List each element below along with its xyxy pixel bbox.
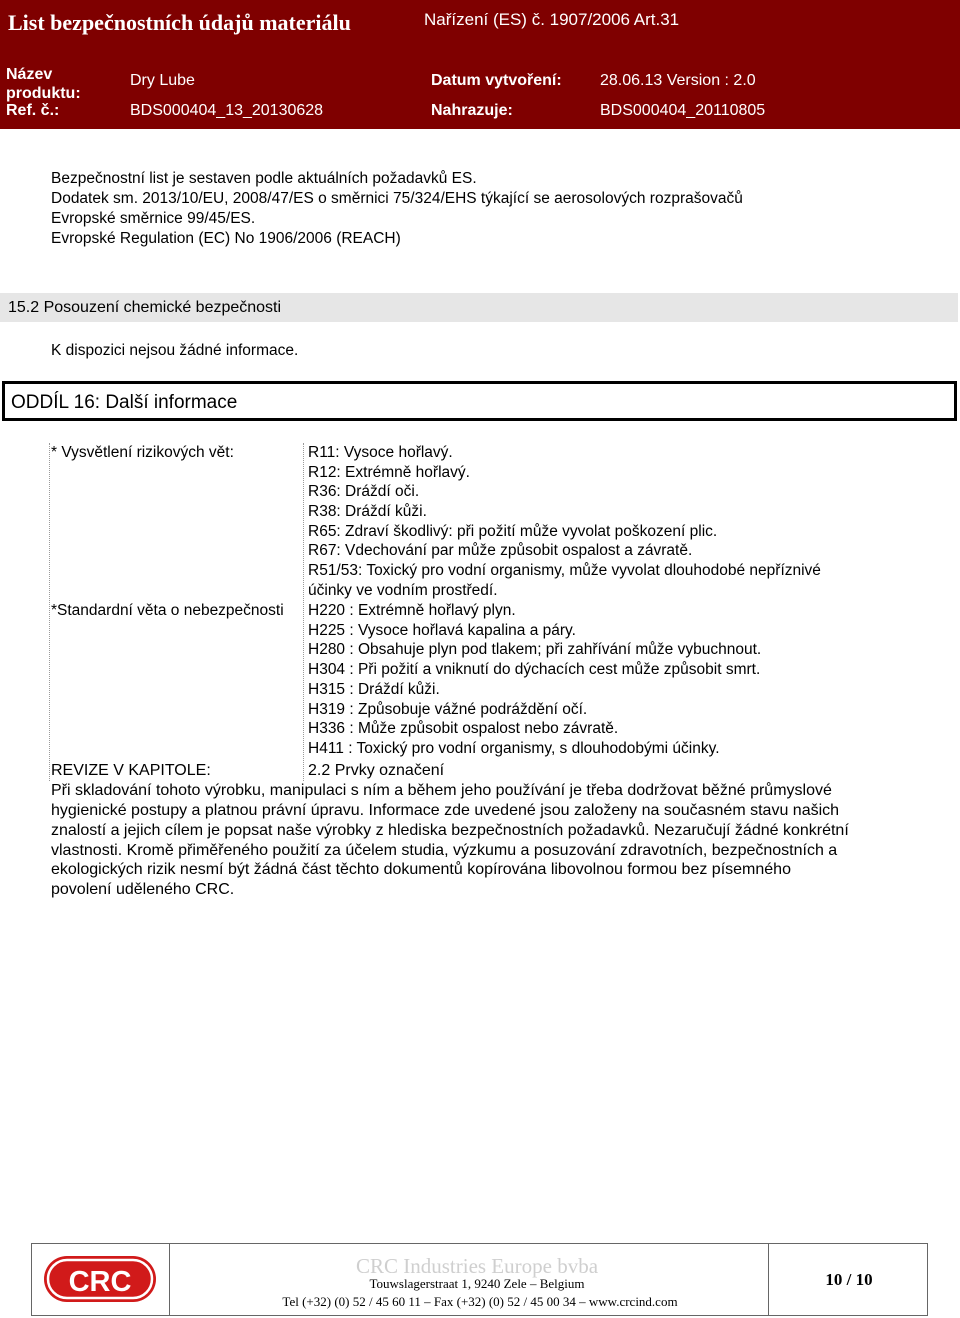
disclaimer-line: Při skladování tohoto výrobku, manipulaci s ním a během jeho používání je třeba dodržovat běžné průmyslové (51, 782, 832, 799)
hazard-phrase: H220 : Extrémně hořlavý plyn. (308, 602, 516, 619)
disclaimer-line: povolení uděleného CRC. (51, 881, 235, 898)
page-number: 10 / 10 (825, 1270, 873, 1289)
company-address: Touwslagerstraat 1, 9240 Zele – Belgium (369, 1276, 585, 1291)
hazard-phrase: H315 : Dráždí kůži. (308, 681, 440, 698)
intro-line: Bezpečnostní list je sestaven podle aktuálních požadavků ES. (51, 170, 477, 187)
intro-line: Evropské Regulation (EC) No 1906/2006 (REACH) (51, 230, 401, 247)
page-number-cell (768, 1244, 928, 1315)
reference-value: BDS000404_13_20130628 (130, 102, 324, 119)
hazard-phrase: H411 : Toxický pro vodní organismy, s dlouhodobými účinky. (308, 740, 720, 757)
hazard-phrase: H319 : Způsobuje vážné podráždění očí. (308, 701, 588, 718)
revision-value: 2.2 Prvky označení (308, 762, 445, 779)
risk-phrase: R36: Dráždí oči. (308, 483, 420, 500)
disclaimer-line: znalostí a jejich cílem je popsat naše výrobky z hlediska bezpečnostních požadavků. Nezaručují žádné konkrétní (51, 822, 849, 839)
disclaimer-line: vlastnosti. Kromě přiměřeného použití za účelem studia, výzkumu a posuzování zdravotních, bezpečnostních a (51, 842, 838, 859)
replaces-label: Nahrazuje: (431, 102, 513, 119)
product-name-value: Dry Lube (130, 72, 195, 89)
replaces-value: BDS000404_20110805 (600, 102, 766, 119)
logo-cell (32, 1244, 170, 1315)
company-name: CRC Industries Europe bvba (355, 1254, 599, 1278)
risk-phrases-label: * Vysvětlení rizikových vět: (51, 444, 234, 461)
hazard-phrase: H225 : Vysoce hořlavá kapalina a páry. (308, 622, 576, 639)
revision-label: REVIZE V KAPITOLE: (51, 762, 211, 779)
hazard-phrase: H280 : Obsahuje plyn pod tlakem; při zahřívání může vybuchnout. (308, 641, 762, 658)
risk-phrase: R11: Vysoce hořlavý. (308, 444, 453, 461)
regulation-reference: Nařízení (ES) č. 1907/2006 Art.31 (424, 10, 680, 29)
product-label-line2: produktu: (6, 85, 81, 102)
disclaimer-line: ekologických rizik nesmí být žádná část těchto dokumentů kopírována libovolnou formou bez písemného (51, 861, 791, 878)
section-16-heading (2, 381, 957, 421)
risk-phrase: R51/53: Toxický pro vodní organismy, může vyvolat dlouhodobé nepříznivé (308, 562, 821, 579)
section-title: ODDÍL 16: Další informace (11, 392, 238, 413)
subsection-heading-15-2 (0, 293, 958, 322)
subsection-title: 15.2 Posouzení chemické bezpečnosti (8, 299, 282, 316)
intro-line: Dodatek sm. 2013/10/EU, 2008/47/ES o směrnici 75/324/EHS týkající se aerosolových rozprašovačů (51, 190, 743, 207)
hazard-phrase: H336 : Může způsobit ospalost nebo závratě. (308, 720, 619, 737)
table-divider-left (49, 443, 50, 781)
crc-logo (32, 1244, 170, 1315)
creation-date-value: 28.06.13 Version : 2.0 (600, 72, 756, 89)
logo-text: CRC (68, 1266, 132, 1298)
table-divider-middle (303, 443, 304, 781)
page-footer (31, 1243, 928, 1316)
product-label-line1: Název (6, 66, 53, 83)
risk-phrase: R12: Extrémně hořlavý. (308, 464, 470, 481)
hazard-phrase: H304 : Při požití a vniknutí do dýchacích cest může způsobit smrt. (308, 661, 761, 678)
disclaimer-line: hygienické postupy a platnou právní úpravu. Informace zde uvedené jsou založeny na současném stavu našich (51, 802, 840, 819)
intro-line: Evropské směrnice 99/45/ES. (51, 210, 256, 227)
reference-label: Ref. č.: (6, 102, 60, 119)
risk-phrase: R38: Dráždí kůži. (308, 503, 427, 520)
creation-date-label: Datum vytvoření: (431, 72, 562, 89)
subsection-text: K dispozici nejsou žádné informace. (51, 342, 299, 359)
risk-phrase: R65: Zdraví škodlivý: při požití může vyvolat poškození plic. (308, 523, 718, 540)
company-contact: Tel (+32) (0) 52 / 45 60 11 – Fax (+32) (0) 52 / 45 00 34 – www.crcind.com (282, 1294, 678, 1309)
document-title: List bezpečnostních údajů materiálu (8, 10, 351, 35)
risk-phrase: účinky ve vodním prostředí. (308, 582, 498, 599)
hazard-statements-label: *Standardní věta o nebezpečnosti (51, 602, 284, 619)
risk-phrase: R67: Vdechování par může způsobit ospalost a závratě. (308, 542, 693, 559)
